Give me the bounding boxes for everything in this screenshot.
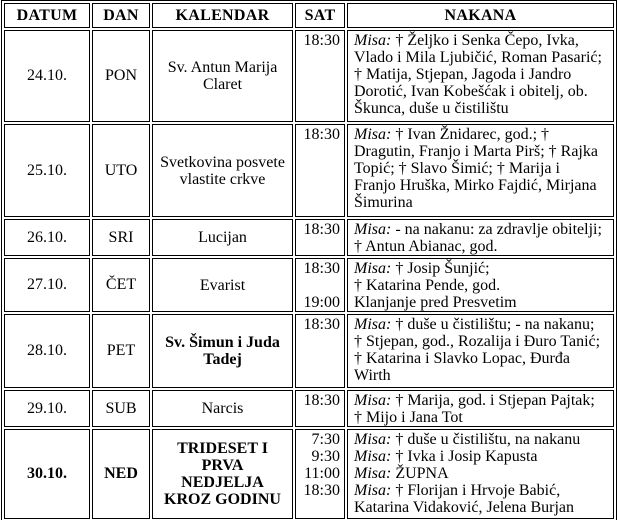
misa-label: Misa: — [354, 260, 392, 277]
nakana-cell — [347, 390, 614, 427]
schedule-row — [4, 219, 614, 256]
nakana-line: Katarina Vidaković, Jelena Burjan — [354, 499, 574, 516]
kalendar-cell — [152, 429, 293, 519]
kalendar-cell — [152, 390, 293, 427]
nakana-line: Misa: † duše u čistilištu; - na nakanu; — [354, 316, 595, 333]
nakana-line: † Stjepan, god., Rozalija i Đuro Tanić; — [354, 333, 601, 350]
nakana-line: Misa: † Marija, god. i Stjepan Pajtak; — [354, 392, 595, 409]
nakana-line: Misa: † Florijan i Hrvoje Babić, — [354, 482, 561, 499]
schedule-row — [4, 258, 614, 312]
nakana-cell — [347, 219, 614, 256]
schedule-body — [4, 30, 614, 519]
misa-label: Misa: — [354, 126, 392, 143]
nakana-line: Dorotić, Ivan Kobešćak i obitelj, ob. — [354, 83, 588, 100]
kalendar-line: TRIDESET I — [177, 440, 268, 457]
nakana-line: Misa: † Ivan Žnidarec, god.; † — [354, 126, 550, 143]
mass-schedule-table — [1, 0, 617, 520]
dan-cell: PET — [92, 314, 150, 388]
column-header-nakana: NAKANA — [347, 3, 614, 28]
nakana-line: Wirth — [354, 367, 391, 384]
nakana-line: † Matija, Stjepan, Jagoda i Jandro — [354, 66, 572, 83]
mass-time: 18:30 — [303, 316, 340, 333]
sat-cell — [295, 124, 345, 217]
nakana-line: † Katarina i Slavko Lopac, Đurđa — [354, 350, 570, 367]
schedule-row — [4, 390, 614, 427]
dan-cell: ČET — [92, 258, 150, 312]
mass-time-spacer — [296, 277, 340, 294]
kalendar-line: Sv. Šimun i Juda — [165, 334, 280, 351]
nakana-cell — [347, 124, 614, 217]
mass-time: 18:30 — [303, 392, 340, 409]
nakana-line: Misa: ŽUPNA — [354, 465, 449, 482]
kalendar-line: NEDJELJA — [181, 474, 264, 491]
nakana-line: Misa: - na nakanu: za zdravlje obitelji; — [354, 221, 602, 238]
mass-time: 18:30 — [303, 221, 340, 238]
nakana-line: Vlado i Mila Ljubičić, Roman Pasarić; — [354, 49, 602, 66]
kalendar-line: PRVA — [201, 457, 244, 474]
kalendar-cell — [152, 30, 293, 122]
misa-label: Misa: — [354, 431, 392, 448]
sat-cell — [295, 390, 345, 427]
header-row — [4, 3, 614, 28]
kalendar-line: Narcis — [201, 400, 244, 417]
mass-time: 11:00 — [304, 465, 340, 482]
column-header-dan: DAN — [92, 3, 150, 28]
nakana-cell — [347, 30, 614, 122]
sat-cell — [295, 314, 345, 388]
dan-cell: PON — [92, 30, 150, 122]
misa-label: Misa: — [354, 482, 392, 499]
misa-label: Misa: — [354, 221, 392, 238]
nakana-line: Škunca, duše u čistilištu — [354, 100, 509, 117]
kalendar-line: Sv. Antun Marija — [167, 59, 278, 76]
nakana-line: † Mijo i Jana Tot — [354, 409, 463, 426]
kalendar-cell — [152, 258, 293, 312]
mass-time: 19:00 — [303, 294, 340, 311]
mass-time: 18:30 — [303, 260, 340, 277]
column-header-datum: DATUM — [4, 3, 90, 28]
nakana-cell — [347, 258, 614, 312]
kalendar-cell — [152, 124, 293, 217]
nakana-line: Šimurina — [354, 194, 413, 211]
nakana-line: Misa: † Ivka i Josip Kapusta — [354, 448, 538, 465]
nakana-line: Topić; † Slavo Šimić; † Marija i — [354, 160, 560, 177]
nakana-line: † Katarina Pende, god. — [354, 277, 501, 294]
sat-cell — [295, 219, 345, 256]
nakana-line: Misa: † Josip Šunjić; — [354, 260, 490, 277]
misa-label: Misa: — [354, 465, 392, 482]
dan-cell: UTO — [92, 124, 150, 217]
nakana-cell — [347, 314, 614, 388]
nakana-line: Franjo Hruška, Mirko Fajdić, Mirjana — [354, 177, 597, 194]
nakana-line: † Antun Abianac, god. — [354, 238, 498, 255]
nakana-cell — [347, 429, 614, 519]
mass-time: 9:30 — [311, 448, 340, 465]
schedule-row — [4, 124, 614, 217]
misa-label: Misa: — [354, 316, 392, 333]
sat-cell — [295, 30, 345, 122]
mass-time: 18:30 — [303, 126, 340, 143]
nakana-line: Misa: † Željko i Senka Čepo, Ivka, — [354, 32, 579, 49]
dan-cell: SUB — [92, 390, 150, 427]
datum-cell: 27.10. — [4, 258, 90, 312]
misa-label: Misa: — [354, 448, 392, 465]
column-header-sat: SAT — [295, 3, 345, 28]
mass-time: 7:30 — [311, 431, 340, 448]
schedule-row — [4, 429, 614, 519]
kalendar-line: Svetkovina posvete — [160, 153, 285, 171]
nakana-line: Dragutin, Franjo i Marta Pirš; † Rajka — [354, 143, 598, 160]
dan-cell: NED — [92, 429, 150, 519]
kalendar-line: Claret — [202, 76, 243, 93]
kalendar-line: Lucijan — [198, 229, 247, 246]
datum-cell: 24.10. — [4, 30, 90, 122]
datum-cell: 26.10. — [4, 219, 90, 256]
sat-cell — [295, 429, 345, 519]
datum-cell: 29.10. — [4, 390, 90, 427]
column-header-kalendar: KALENDAR — [152, 3, 293, 28]
dan-cell: SRI — [92, 219, 150, 256]
mass-time: 18:30 — [303, 482, 340, 499]
sat-cell — [295, 258, 345, 312]
kalendar-line: Tadej — [203, 351, 242, 368]
kalendar-cell — [152, 314, 293, 388]
misa-label: Misa: — [354, 32, 392, 49]
mass-time: 18:30 — [303, 32, 340, 49]
datum-cell: 25.10. — [4, 124, 90, 217]
datum-cell: 30.10. — [4, 429, 90, 519]
nakana-line: Klanjanje pred Presvetim — [354, 294, 517, 311]
schedule-row — [4, 314, 614, 388]
kalendar-line: vlastite crkve — [179, 170, 266, 188]
kalendar-line: KROZ GODINU — [164, 491, 281, 508]
schedule-row — [4, 30, 614, 122]
kalendar-cell — [152, 219, 293, 256]
misa-label: Misa: — [354, 392, 392, 409]
kalendar-line: Evarist — [199, 276, 246, 294]
datum-cell: 28.10. — [4, 314, 90, 388]
nakana-line: Misa: † duše u čistilištu, na nakanu — [354, 431, 581, 448]
